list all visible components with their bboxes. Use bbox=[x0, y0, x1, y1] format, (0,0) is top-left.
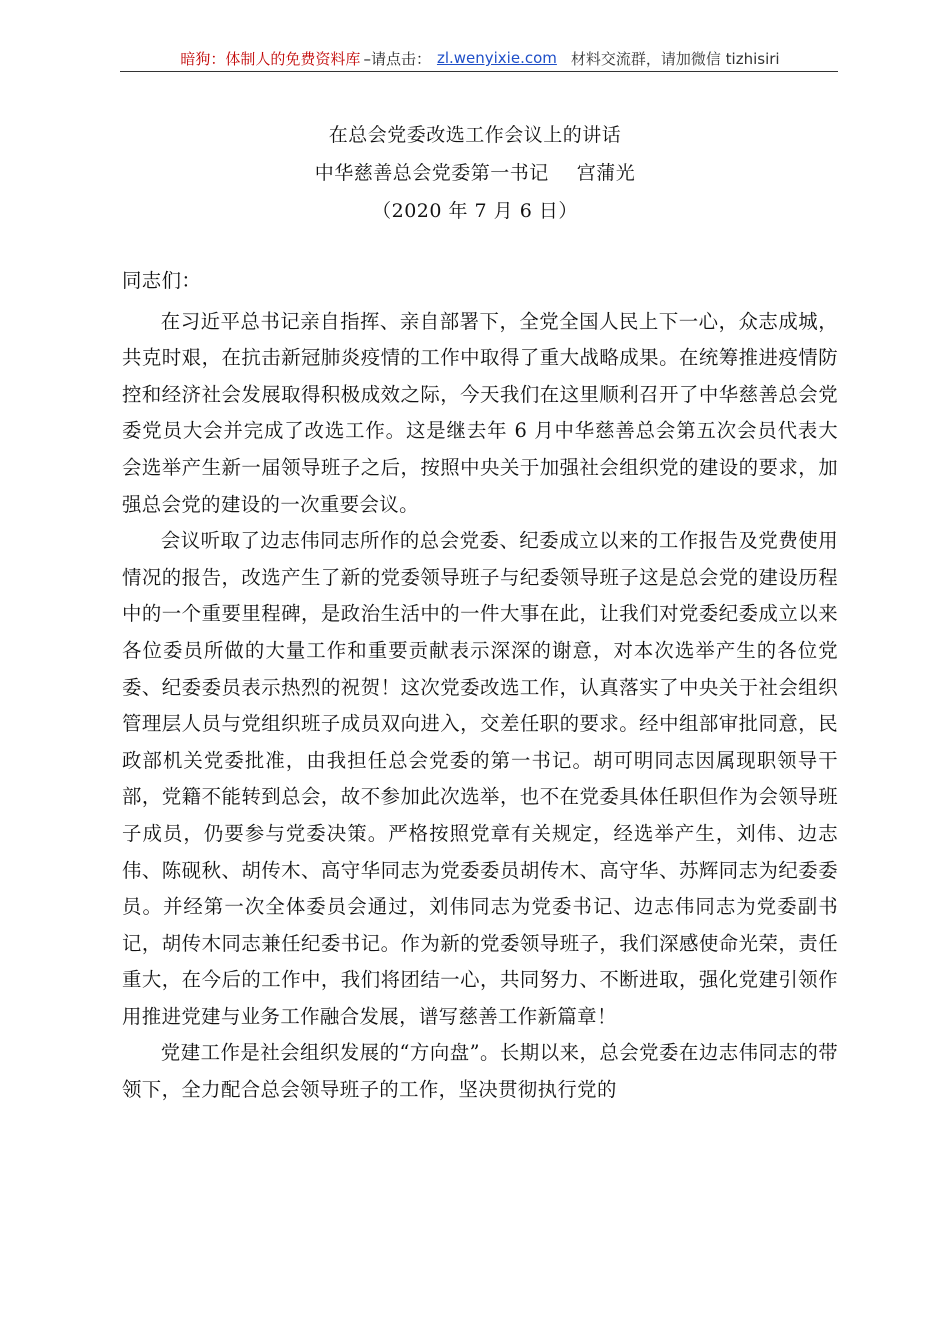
header-link[interactable]: zl.wenyixie.com bbox=[436, 49, 557, 67]
header-divider bbox=[120, 71, 838, 72]
document-title: 在总会党委改选工作会议上的讲话 bbox=[328, 124, 622, 146]
header-wechat-note: 材料交流群，请加微信 tizhisiri bbox=[570, 49, 780, 68]
speaker-name: 宫蒲光 bbox=[576, 162, 636, 184]
body-paragraph-3: 党建工作是社会组织发展的“方向盘”。长期以来，总会党委在边志伟同志的带领下，全力配合总会领导班子的工作，坚决贯彻执行党的 bbox=[122, 1041, 838, 1102]
speaker-role: 中华慈善总会党委第一书记 bbox=[314, 162, 549, 184]
header-promo-text: 暗狗：体制人的免费资料库 bbox=[180, 49, 361, 68]
body-paragraph-1: 在习近平总书记亲自指挥、亲自部署下，全党全国人民上下一心，众志成城，共克时艰，在抗击新冠肺炎疫情的工作中取得了重大战略成果。在统筹推进疫情防控和经济社会发展取得积极成效之际，今天我们在这里顺利召开了中华慈善总会党委党员大会并完成了改选工作。这是继去年 6 月中华慈善总会第五次会员代表大会选举产生新一届领导班子之后，按照中央关于加强社会组织党的建设的要求，加强总会党的建设的一次重要会议。 bbox=[122, 309, 838, 516]
salutation: 同志们： bbox=[122, 269, 202, 292]
document-title-block bbox=[0, 116, 950, 230]
page-header bbox=[120, 46, 840, 70]
body-paragraph-2: 会议听取了边志伟同志所作的总会党委、纪委成立以来的工作报告及党费使用情况的报告，改选产生了新的党委领导班子与纪委领导班子这是总会党的建设历程中的一个重要里程碑，是政治生活中的一件大事在此，让我们对党委纪委成立以来各位委员所做的大量工作和重要贡献表示深深的谢意，对本次选举产生的各位党委、纪委委员表示热烈的祝贺！这次党委改选工作，认真落实了中央关于社会组织管理层人员与党组织班子成员双向进入，交差任职的要求。经中组部审批同意，民政部机关党委批准，由我担任总会党委的第一书记。胡可明同志因属现职领导干部，党籍不能转到总会，故不参加此次选举，也不在党委具体任职但作为会领导班子成员，仍要参与党委决策。严格按照党章有关规定，经选举产生，刘伟、边志伟、陈砚秋、胡传木、高守华同志为党委委员胡传木、高守华、苏辉同志为纪委委员。并经第一次全体委员会通过，刘伟同志为党委书记、边志伟同志为党委副书记，胡传木同志兼任纪委书记。作为新的党委领导班子，我们深感使命光荣，责任重大，在今后的工作中，我们将团结一心，共同努力、不断进取，强化党建引领作用推进党建与业务工作融合发展，谱写慈善工作新篇章！ bbox=[122, 529, 838, 1028]
header-click-hint: –请点击： bbox=[363, 49, 431, 68]
document-date: （2020 年 7 月 6 日） bbox=[372, 200, 578, 222]
speaker-line bbox=[0, 154, 950, 192]
document-body bbox=[122, 263, 838, 1109]
